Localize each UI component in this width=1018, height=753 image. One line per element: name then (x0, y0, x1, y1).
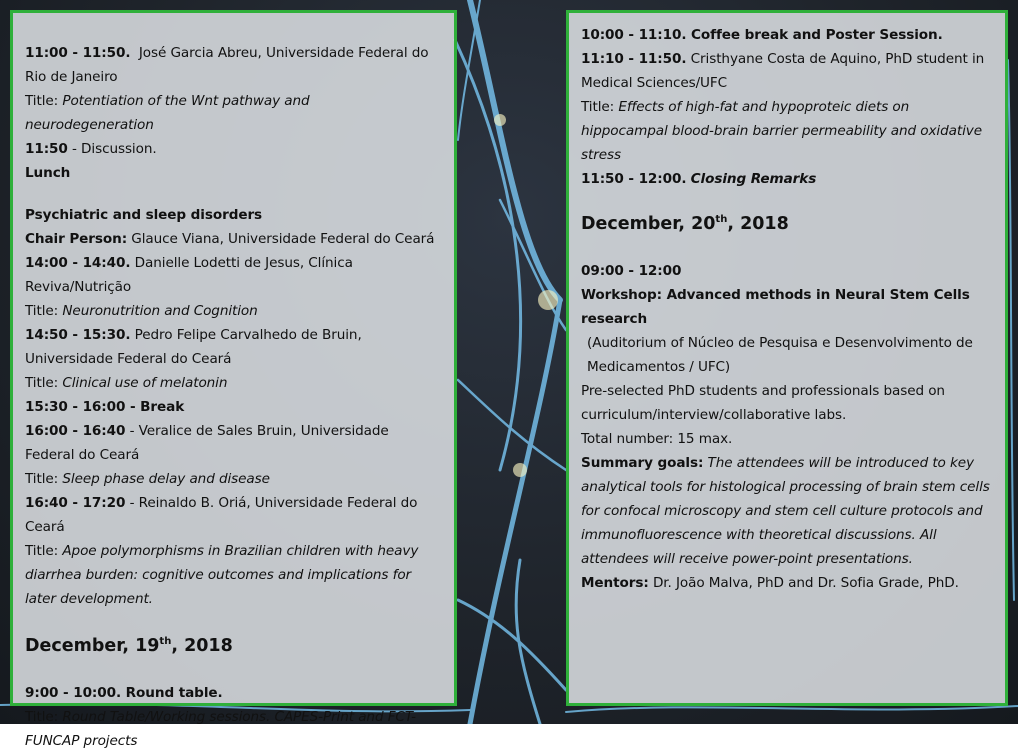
session-speaker: - Reinaldo B. Oriá, Universidade Federal do Ceará (25, 495, 418, 535)
talk-title: Clinical use of melatonin (62, 375, 228, 391)
talk-title: Sleep phase delay and disease (62, 471, 270, 487)
workshop-selection: Pre-selected PhD students and professionals based on curriculum/interview/collaborative labs. (581, 383, 945, 423)
section-heading-text: Psychiatric and sleep disorders (25, 207, 263, 223)
talk-title: Potentiation of the Wnt pathway and neurodegeneration (25, 93, 310, 133)
title-label: Title: (25, 709, 59, 725)
session-r2-title (581, 95, 993, 167)
session-3 (25, 251, 442, 299)
session-7-title (25, 539, 442, 611)
section-heading (25, 203, 442, 227)
session-7 (25, 491, 442, 539)
session-2 (25, 137, 442, 161)
session-5 (25, 395, 442, 419)
session-speaker: Pedro Felipe Carvalhedo de Bruin, Universidade Federal do Ceará (25, 327, 362, 367)
lunch (25, 161, 442, 185)
session-r1 (581, 23, 993, 47)
session-time: 11:50 - 12:00. (581, 171, 687, 187)
coffee-break-text: 10:00 - 11:10. Coffee break and Poster Session. (581, 27, 943, 43)
session-speaker: - Veralice de Sales Bruin, Universidade Federal do Ceará (25, 423, 389, 463)
session-1-title (25, 89, 442, 137)
right-schedule-panel (566, 10, 1008, 706)
date-text: December, 19 (25, 636, 160, 656)
session-speaker: Danielle Lodetti de Jesus, Clínica Reviva/Nutrição (25, 255, 353, 295)
lunch-label: Lunch (25, 165, 71, 181)
workshop-mentors (581, 571, 993, 595)
session-time: 11:50 (25, 141, 68, 157)
title-label: Title: (25, 375, 59, 391)
mentors-label: Mentors: (581, 575, 649, 591)
session-time: 11:00 - 11:50. (25, 45, 131, 61)
round-table-text: 9:00 - 10:00. Round table. (25, 685, 223, 701)
workshop-title (581, 283, 993, 331)
chair-label: Chair Person: (25, 231, 128, 247)
session-6 (25, 419, 442, 467)
session-4 (25, 323, 442, 371)
session-text: - Discussion. (72, 141, 157, 157)
title-label: Title: (25, 303, 59, 319)
session-time: 16:00 - 16:40 (25, 423, 126, 439)
date-text: December, 20 (581, 214, 716, 234)
session-time: 14:00 - 14:40. (25, 255, 131, 271)
title-label: Title: (25, 471, 59, 487)
left-schedule-panel (10, 10, 457, 749)
closing-remarks: Closing Remarks (690, 171, 817, 187)
goals-text: The attendees will be introduced to key analytical tools for histological processing of brain stem cells for confocal microscopy and stem cell culture protocols and immunofluorescence with theoretical discussions. All attendees will receive power-point presentations. (581, 455, 990, 567)
chair-name: Glauce Viana, Universidade Federal do Ceará (131, 231, 435, 247)
workshop-total: Total number: 15 max. (581, 431, 733, 447)
date-heading (581, 209, 993, 239)
talk-title: Neuronutrition and Cognition (62, 303, 258, 319)
session-r2 (581, 47, 993, 95)
session-r3 (581, 167, 993, 191)
session-4-title (25, 371, 442, 395)
talk-title: Round Table/Working sessions. CAPES-Print and FCT-FUNCAP projects (25, 709, 416, 749)
session-time: 11:10 - 11:50. (581, 51, 687, 67)
date-heading (25, 631, 442, 661)
talk-title: Effects of high-fat and hypoproteic diets on hippocampal blood-brain barrier permeability and oxidative stress (581, 99, 982, 163)
break-text: 15:30 - 16:00 - Break (25, 399, 185, 415)
session-3-title (25, 299, 442, 323)
mentors-text: Dr. João Malva, PhD and Dr. Sofia Grade, PhD. (652, 575, 959, 591)
title-label: Title: (25, 543, 59, 559)
workshop-title-text: Workshop: Advanced methods in Neural Stem Cells research (581, 287, 970, 327)
title-label: Title: (25, 93, 59, 109)
session-8 (25, 681, 442, 705)
session-time: 14:50 - 15:30. (25, 327, 131, 343)
session-1 (25, 41, 442, 89)
goals-label: Summary goals: (581, 455, 704, 471)
session-speaker: Cristhyane Costa de Aquino, PhD student in Medical Sciences/UFC (581, 51, 985, 91)
date-suffix: th (715, 214, 728, 226)
session-speaker: José Garcia Abreu, Universidade Federal do Rio de Janeiro (25, 45, 429, 85)
session-8-title (25, 705, 442, 753)
date-year: , 2018 (171, 636, 233, 656)
date-year: , 2018 (727, 214, 789, 234)
workshop-goals (581, 451, 993, 571)
talk-title: Apoe polymorphisms in Brazilian children with heavy diarrhea burden: cognitive outcomes and implications for later development. (25, 543, 419, 607)
workshop-location: (Auditorium of Núcleo de Pesquisa e Desenvolvimento de Medicamentos / UFC) (587, 335, 973, 375)
session-6-title (25, 467, 442, 491)
chair-person (25, 227, 442, 251)
workshop-time (581, 259, 993, 283)
workshop-time-text: 09:00 - 12:00 (581, 263, 682, 279)
title-label: Title: (581, 99, 615, 115)
date-suffix: th (159, 636, 172, 648)
session-time: 16:40 - 17:20 (25, 495, 126, 511)
